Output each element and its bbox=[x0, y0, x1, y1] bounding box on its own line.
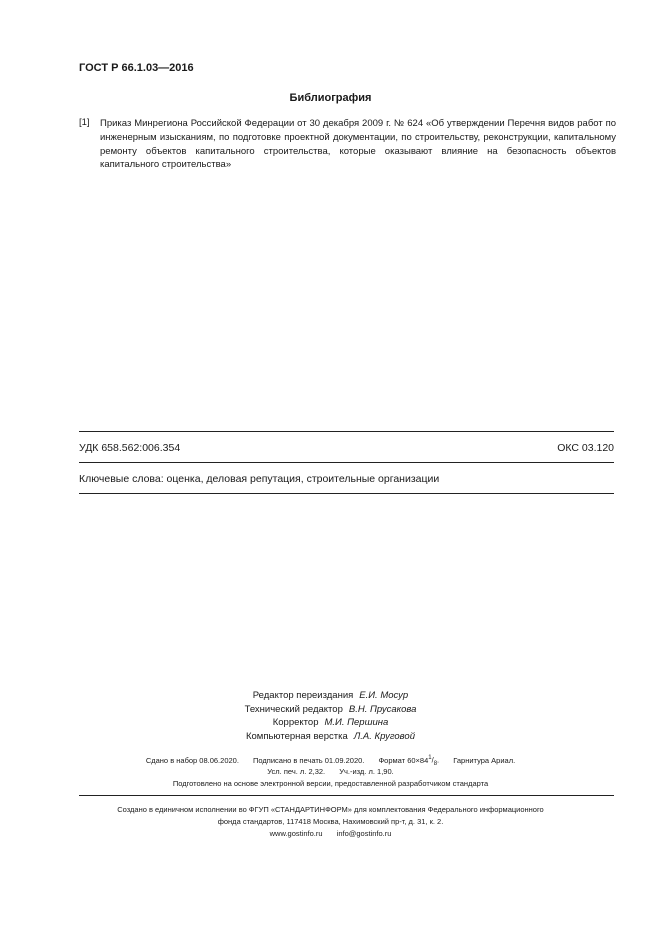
bibliography-item-number: [1] bbox=[79, 117, 90, 128]
credit-role: Корректор bbox=[272, 717, 319, 729]
middle-divider bbox=[79, 462, 614, 463]
format: Формат 60×841/8. bbox=[378, 755, 440, 767]
credit-row bbox=[0, 689, 661, 703]
publisher-sheets: Уч.-изд. л. 1,90. bbox=[339, 767, 394, 776]
typeface: Гарнитура Ариал. bbox=[453, 755, 516, 765]
credits-block bbox=[0, 689, 661, 743]
footer-line-1: Создано в единичном исполнении во ФГУП «СТАНДАРТИНФОРМ» для комплектования Федерального информационного bbox=[117, 805, 544, 814]
footer-divider bbox=[79, 795, 614, 796]
credit-name: М.И. Першина bbox=[324, 717, 389, 729]
website-link[interactable]: www.gostinfo.ru bbox=[269, 829, 323, 838]
imprint-line-1 bbox=[0, 755, 661, 767]
oks-code: ОКС 03.120 bbox=[557, 442, 614, 454]
credit-row bbox=[0, 716, 661, 730]
document-code: ГОСТ Р 66.1.03—2016 bbox=[79, 62, 194, 74]
credit-name: Л.А. Круговой bbox=[353, 730, 415, 742]
udk-code: УДК 658.562:006.354 bbox=[79, 442, 181, 454]
credit-role: Компьютерная верстка bbox=[245, 730, 348, 742]
imprint-line-2 bbox=[0, 767, 661, 776]
credit-row bbox=[0, 730, 661, 744]
format-fraction-den: 8 bbox=[433, 761, 438, 767]
bibliography-title: Библиография bbox=[289, 92, 372, 104]
top-divider bbox=[79, 431, 614, 432]
email-link[interactable]: info@gostinfo.ru bbox=[336, 829, 392, 838]
footer-contacts bbox=[0, 829, 661, 838]
credit-role: Редактор переиздания bbox=[252, 690, 354, 701]
keywords: Ключевые слова: оценка, деловая репутация, строительные организации bbox=[79, 473, 440, 485]
sent-to-print: Сдано в набор 08.06.2020. bbox=[145, 755, 239, 765]
signed-to-print: Подписано в печать 01.09.2020. bbox=[253, 755, 365, 765]
footer-line-2: фонда стандартов, 117418 Москва, Нахимовский пр-т, д. 31, к. 2. bbox=[217, 817, 444, 826]
credit-name: Е.И. Мосур bbox=[359, 690, 409, 701]
print-sheets: Усл. печ. л. 2,32. bbox=[267, 767, 326, 776]
format-fraction-num: 1 bbox=[428, 755, 432, 761]
keywords-divider bbox=[79, 493, 614, 494]
credit-row bbox=[0, 703, 661, 717]
prepared-note: Подготовлено на основе электронной версии, предоставленной разработчиком стандарта bbox=[172, 779, 489, 788]
credit-name: В.Н. Прусакова bbox=[348, 703, 417, 715]
credit-role: Технический редактор bbox=[244, 703, 343, 715]
bibliography-item-text: Приказ Минрегиона Российской Федерации от 30 декабря 2009 г. № 624 «Об утверждении Перечня видов работ по инженерным изысканиям, по подготовке проектной документации, по строительству, реконструкции, капитальному ремонту объектов капитального строительства, которые оказывают влияние на безопасность объектов капитального строительства» bbox=[100, 118, 616, 171]
format-label: Формат 60×84 bbox=[378, 755, 429, 765]
